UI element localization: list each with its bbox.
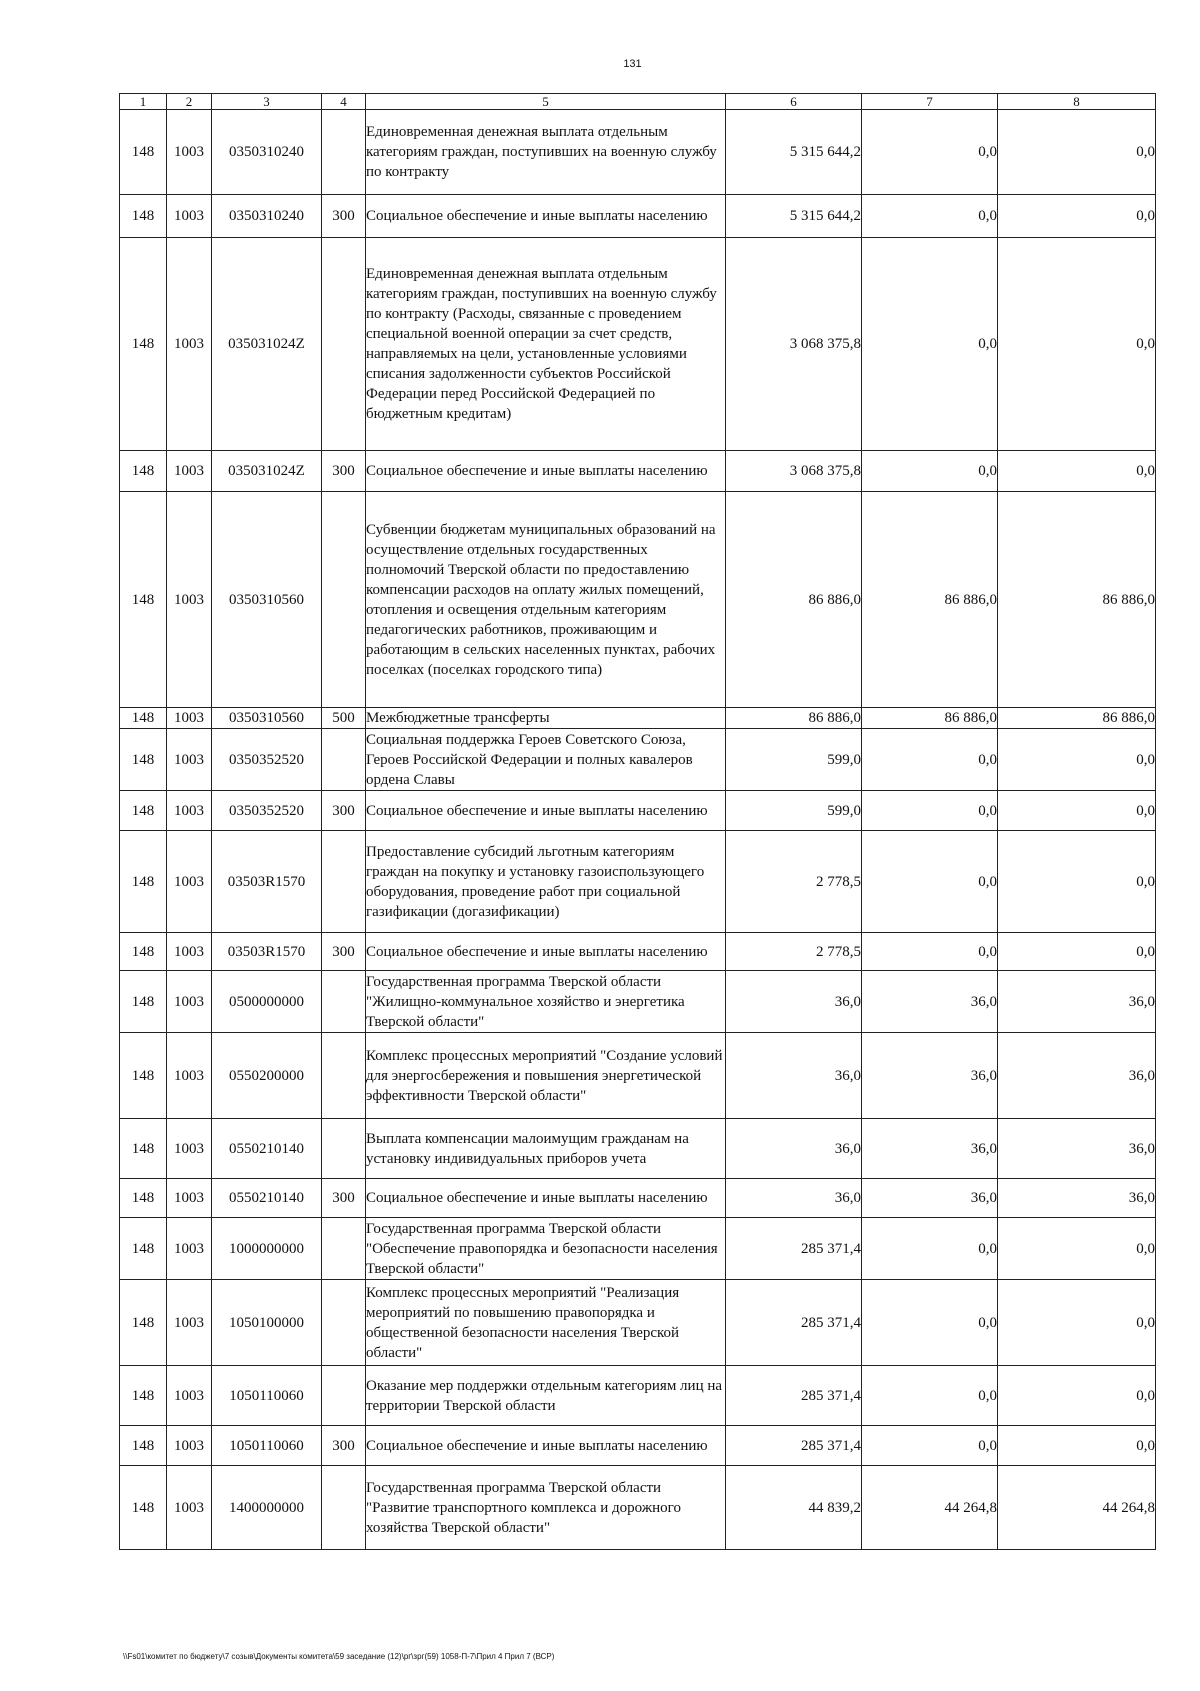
cell-amount-year3: 0,0 [998, 1366, 1156, 1426]
cell-section-code: 1003 [167, 110, 212, 195]
table-row [120, 708, 1156, 729]
cell-expense-type [322, 1366, 366, 1426]
cell-ministry-code: 148 [120, 729, 167, 791]
cell-amount-year1: 36,0 [726, 971, 862, 1033]
cell-amount-year2: 0,0 [862, 831, 998, 933]
cell-expense-type [322, 1466, 366, 1550]
cell-ministry-code: 148 [120, 195, 167, 238]
cell-expense-type: 300 [322, 1179, 366, 1218]
cell-amount-year3: 0,0 [998, 729, 1156, 791]
cell-amount-year3: 0,0 [998, 831, 1156, 933]
cell-expense-type [322, 1119, 366, 1179]
cell-expense-type [322, 492, 366, 708]
table-row [120, 1426, 1156, 1466]
table-row [120, 110, 1156, 195]
cell-amount-year2: 86 886,0 [862, 492, 998, 708]
cell-target-code: 0500000000 [212, 971, 322, 1033]
table-row [120, 451, 1156, 492]
cell-description: Комплекс процессных мероприятий "Реализация мероприятий по повышению правопорядка и общественной безопасности населения Тверской области" [366, 1280, 726, 1366]
cell-description: Социальное обеспечение и иные выплаты населению [366, 451, 726, 492]
table-row [120, 1033, 1156, 1119]
cell-ministry-code: 148 [120, 708, 167, 729]
table-row [120, 1366, 1156, 1426]
file-path-footer: \\Fs01\комитет по бюджету\7 созыв\Документы комитета\59 заседание (12)\рг\зрг(59) 1058-П-7\Прил 4 Прил 7 (ВСР) [123, 1652, 555, 1661]
cell-ministry-code: 148 [120, 971, 167, 1033]
table-row [120, 791, 1156, 831]
cell-amount-year2: 0,0 [862, 729, 998, 791]
table-row [120, 933, 1156, 971]
cell-amount-year1: 36,0 [726, 1033, 862, 1119]
table-row [120, 238, 1156, 451]
cell-expense-type [322, 729, 366, 791]
cell-amount-year1: 285 371,4 [726, 1218, 862, 1280]
column-header: 4 [322, 94, 366, 110]
cell-description: Выплата компенсации малоимущим гражданам на установку индивидуальных приборов учета [366, 1119, 726, 1179]
cell-ministry-code: 148 [120, 1280, 167, 1366]
cell-amount-year3: 86 886,0 [998, 708, 1156, 729]
cell-section-code: 1003 [167, 1179, 212, 1218]
cell-amount-year1: 5 315 644,2 [726, 195, 862, 238]
cell-description: Комплекс процессных мероприятий "Создание условий для энергосбережения и повышения энергетической эффективности Тверской области" [366, 1033, 726, 1119]
cell-amount-year3: 0,0 [998, 1280, 1156, 1366]
cell-amount-year1: 44 839,2 [726, 1466, 862, 1550]
cell-ministry-code: 148 [120, 1033, 167, 1119]
cell-amount-year3: 0,0 [998, 195, 1156, 238]
cell-target-code: 0550210140 [212, 1179, 322, 1218]
cell-target-code: 1050100000 [212, 1280, 322, 1366]
cell-amount-year2: 0,0 [862, 238, 998, 451]
table-row [120, 195, 1156, 238]
cell-section-code: 1003 [167, 708, 212, 729]
cell-amount-year1: 36,0 [726, 1119, 862, 1179]
cell-section-code: 1003 [167, 831, 212, 933]
cell-description: Единовременная денежная выплата отдельным категориям граждан, поступивших на военную службу по контракту (Расходы, связанные с проведением специальной военной операции за счет средств, направляемых на цели, установленные условиями списания задолженности субъектов Российской Федерации перед Российской Федерацией по бюджетным кредитам) [366, 238, 726, 451]
cell-expense-type [322, 831, 366, 933]
cell-amount-year2: 0,0 [862, 1218, 998, 1280]
cell-description: Межбюджетные трансферты [366, 708, 726, 729]
cell-ministry-code: 148 [120, 1366, 167, 1426]
column-number-row [120, 94, 1156, 110]
cell-ministry-code: 148 [120, 1179, 167, 1218]
cell-amount-year1: 3 068 375,8 [726, 238, 862, 451]
cell-target-code: 1050110060 [212, 1366, 322, 1426]
cell-amount-year3: 0,0 [998, 238, 1156, 451]
cell-expense-type: 300 [322, 195, 366, 238]
cell-expense-type [322, 110, 366, 195]
table-body [120, 110, 1156, 1550]
cell-amount-year1: 599,0 [726, 729, 862, 791]
cell-description: Государственная программа Тверской области "Развитие транспортного комплекса и дорожного хозяйства Тверской области" [366, 1466, 726, 1550]
cell-ministry-code: 148 [120, 492, 167, 708]
cell-target-code: 1000000000 [212, 1218, 322, 1280]
cell-expense-type [322, 971, 366, 1033]
cell-amount-year2: 0,0 [862, 1280, 998, 1366]
cell-amount-year3: 0,0 [998, 933, 1156, 971]
cell-target-code: 035031024Z [212, 238, 322, 451]
cell-amount-year3: 36,0 [998, 1179, 1156, 1218]
cell-expense-type: 300 [322, 791, 366, 831]
cell-ministry-code: 148 [120, 110, 167, 195]
cell-amount-year1: 285 371,4 [726, 1280, 862, 1366]
cell-expense-type: 300 [322, 451, 366, 492]
cell-expense-type: 300 [322, 933, 366, 971]
cell-amount-year2: 0,0 [862, 933, 998, 971]
cell-description: Государственная программа Тверской области "Жилищно-коммунальное хозяйство и энергетика Тверской области" [366, 971, 726, 1033]
table-row [120, 1466, 1156, 1550]
column-header: 3 [212, 94, 322, 110]
cell-section-code: 1003 [167, 1466, 212, 1550]
cell-description: Предоставление субсидий льготным категориям граждан на покупку и установку газоиспользующего оборудования, проведение работ при социальной газификации (догазификации) [366, 831, 726, 933]
table-row [120, 1280, 1156, 1366]
cell-expense-type: 300 [322, 1426, 366, 1466]
cell-section-code: 1003 [167, 791, 212, 831]
table-row [120, 492, 1156, 708]
column-header: 1 [120, 94, 167, 110]
cell-target-code: 0550200000 [212, 1033, 322, 1119]
cell-amount-year2: 36,0 [862, 971, 998, 1033]
cell-description: Субвенции бюджетам муниципальных образований на осуществление отдельных государственных полномочий Тверской области по предоставлению компенсации расходов на оплату жилых помещений, отопления и освещения отдельным категориям педагогических работников, проживающим и работающим в сельских населенных пунктах, рабочих поселках (поселках городского типа) [366, 492, 726, 708]
cell-section-code: 1003 [167, 195, 212, 238]
cell-amount-year3: 44 264,8 [998, 1466, 1156, 1550]
column-header: 2 [167, 94, 212, 110]
cell-amount-year1: 36,0 [726, 1179, 862, 1218]
cell-section-code: 1003 [167, 971, 212, 1033]
cell-target-code: 03503R1570 [212, 933, 322, 971]
cell-amount-year1: 5 315 644,2 [726, 110, 862, 195]
cell-ministry-code: 148 [120, 238, 167, 451]
cell-description: Социальная поддержка Героев Советского Союза, Героев Российской Федерации и полных кавалеров ордена Славы [366, 729, 726, 791]
cell-amount-year1: 285 371,4 [726, 1426, 862, 1466]
cell-amount-year2: 44 264,8 [862, 1466, 998, 1550]
column-header: 8 [998, 94, 1156, 110]
cell-amount-year2: 36,0 [862, 1179, 998, 1218]
cell-amount-year1: 86 886,0 [726, 708, 862, 729]
cell-expense-type [322, 1280, 366, 1366]
cell-amount-year1: 2 778,5 [726, 933, 862, 971]
budget-table [119, 93, 1156, 1550]
table-row [120, 1119, 1156, 1179]
cell-description: Социальное обеспечение и иные выплаты населению [366, 195, 726, 238]
column-header: 6 [726, 94, 862, 110]
cell-ministry-code: 148 [120, 831, 167, 933]
table-row [120, 1218, 1156, 1280]
cell-target-code: 035031024Z [212, 451, 322, 492]
cell-amount-year2: 0,0 [862, 791, 998, 831]
cell-amount-year3: 0,0 [998, 451, 1156, 492]
cell-target-code: 1050110060 [212, 1426, 322, 1466]
cell-target-code: 0350352520 [212, 791, 322, 831]
cell-amount-year2: 0,0 [862, 1366, 998, 1426]
cell-amount-year3: 36,0 [998, 1033, 1156, 1119]
cell-target-code: 0350352520 [212, 729, 322, 791]
cell-target-code: 0350310240 [212, 195, 322, 238]
cell-description: Оказание мер поддержки отдельным категориям лиц на территории Тверской области [366, 1366, 726, 1426]
table-row [120, 831, 1156, 933]
cell-amount-year2: 0,0 [862, 110, 998, 195]
cell-amount-year2: 86 886,0 [862, 708, 998, 729]
cell-description: Социальное обеспечение и иные выплаты населению [366, 1426, 726, 1466]
cell-section-code: 1003 [167, 1033, 212, 1119]
cell-amount-year1: 599,0 [726, 791, 862, 831]
cell-amount-year3: 0,0 [998, 791, 1156, 831]
cell-description: Единовременная денежная выплата отдельным категориям граждан, поступивших на военную службу по контракту [366, 110, 726, 195]
cell-expense-type: 500 [322, 708, 366, 729]
cell-target-code: 1400000000 [212, 1466, 322, 1550]
cell-ministry-code: 148 [120, 1426, 167, 1466]
cell-target-code: 0550210140 [212, 1119, 322, 1179]
cell-amount-year1: 3 068 375,8 [726, 451, 862, 492]
cell-amount-year3: 86 886,0 [998, 492, 1156, 708]
cell-amount-year1: 285 371,4 [726, 1366, 862, 1426]
table-row [120, 1179, 1156, 1218]
cell-section-code: 1003 [167, 1366, 212, 1426]
cell-amount-year2: 0,0 [862, 451, 998, 492]
cell-ministry-code: 148 [120, 791, 167, 831]
cell-section-code: 1003 [167, 933, 212, 971]
cell-section-code: 1003 [167, 492, 212, 708]
cell-amount-year2: 0,0 [862, 195, 998, 238]
cell-expense-type [322, 238, 366, 451]
cell-expense-type [322, 1218, 366, 1280]
cell-ministry-code: 148 [120, 1119, 167, 1179]
cell-amount-year2: 36,0 [862, 1119, 998, 1179]
cell-amount-year1: 86 886,0 [726, 492, 862, 708]
cell-ministry-code: 148 [120, 451, 167, 492]
cell-amount-year3: 0,0 [998, 1426, 1156, 1466]
cell-expense-type [322, 1033, 366, 1119]
table-row [120, 729, 1156, 791]
cell-section-code: 1003 [167, 1218, 212, 1280]
cell-section-code: 1003 [167, 238, 212, 451]
cell-ministry-code: 148 [120, 1218, 167, 1280]
cell-ministry-code: 148 [120, 1466, 167, 1550]
cell-section-code: 1003 [167, 1280, 212, 1366]
cell-target-code: 03503R1570 [212, 831, 322, 933]
cell-section-code: 1003 [167, 1119, 212, 1179]
cell-target-code: 0350310560 [212, 708, 322, 729]
cell-section-code: 1003 [167, 451, 212, 492]
cell-ministry-code: 148 [120, 933, 167, 971]
cell-description: Государственная программа Тверской области "Обеспечение правопорядка и безопасности населения Тверской области" [366, 1218, 726, 1280]
cell-description: Социальное обеспечение и иные выплаты населению [366, 933, 726, 971]
cell-amount-year2: 36,0 [862, 1033, 998, 1119]
cell-amount-year1: 2 778,5 [726, 831, 862, 933]
cell-target-code: 0350310560 [212, 492, 322, 708]
cell-target-code: 0350310240 [212, 110, 322, 195]
table-row [120, 971, 1156, 1033]
cell-amount-year3: 0,0 [998, 110, 1156, 195]
cell-amount-year3: 0,0 [998, 1218, 1156, 1280]
column-header: 5 [366, 94, 726, 110]
page-number: 131 [623, 58, 642, 70]
cell-amount-year3: 36,0 [998, 1119, 1156, 1179]
cell-description: Социальное обеспечение и иные выплаты населению [366, 791, 726, 831]
cell-description: Социальное обеспечение и иные выплаты населению [366, 1179, 726, 1218]
cell-section-code: 1003 [167, 729, 212, 791]
column-header: 7 [862, 94, 998, 110]
cell-amount-year2: 0,0 [862, 1426, 998, 1466]
cell-section-code: 1003 [167, 1426, 212, 1466]
cell-amount-year3: 36,0 [998, 971, 1156, 1033]
